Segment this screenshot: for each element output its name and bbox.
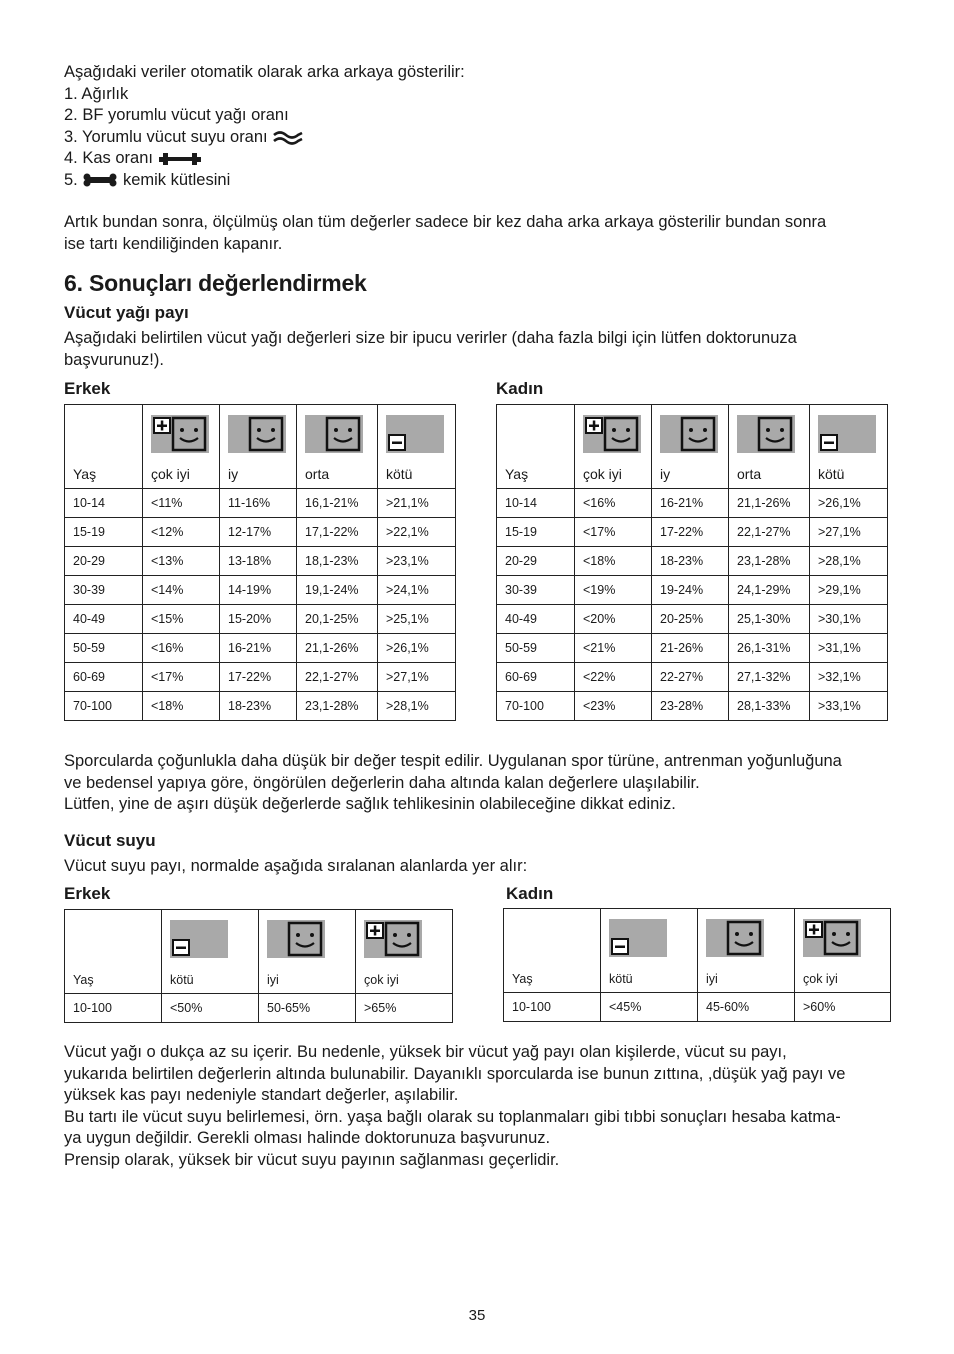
table-cell: 16,1-21% xyxy=(297,489,378,518)
table-cell: 20-25% xyxy=(652,605,729,634)
table-cell: 40-49 xyxy=(65,605,143,634)
table-row xyxy=(65,605,456,634)
table-cell: 10-14 xyxy=(65,489,143,518)
intro-line: Aşağıdaki veriler otomatik olarak arka arkaya gösterilir: xyxy=(64,63,465,81)
table-cell: 26,1-31% xyxy=(729,634,810,663)
table-row xyxy=(497,518,888,547)
very-good-face-icon xyxy=(151,415,209,453)
table-cell: 28,1-33% xyxy=(729,692,810,721)
table-row xyxy=(497,605,888,634)
water-text: Vücut suyu payı, normalde aşağıda sıralanan alanlarda yer alır: xyxy=(64,857,528,875)
fat-female-col-header xyxy=(810,405,888,489)
intro-after: Artık bundan sonra, ölçülmüş olan tüm değerler sadece bir kez daha arka arkaya gösterilir bundan sonra ise tartı kendiliğinden kapanır. xyxy=(64,213,827,253)
intro-item-fat: 2. BF yorumlu vücut yağı oranı xyxy=(64,106,289,124)
table-cell: 22,1-27% xyxy=(297,663,378,692)
table-cell: 23,1-28% xyxy=(297,692,378,721)
water-male-col-header xyxy=(356,910,453,994)
intro-item-weight: 1. Ağırlık xyxy=(64,84,129,103)
table-cell: 17-22% xyxy=(220,663,297,692)
table-cell: >60% xyxy=(795,993,891,1022)
table-cell: >28,1% xyxy=(378,692,456,721)
intro-item-bone: 5. kemik kütlesini xyxy=(64,170,231,189)
water-heading: Vücut suyu xyxy=(64,831,156,850)
table-cell: >33,1% xyxy=(810,692,888,721)
fat-text: Aşağıdaki belirtilen vücut yağı değerleri size bir ipucu verirler (daha fazla bilgi için lütfen doktorunuza başvurunuz!). xyxy=(64,329,797,369)
table-cell: <50% xyxy=(162,994,259,1023)
table-cell: 10-14 xyxy=(497,489,575,518)
table-cell: >32,1% xyxy=(810,663,888,692)
fat-female-col-header xyxy=(575,405,652,489)
fat-male-table xyxy=(64,404,456,721)
table-cell: 70-100 xyxy=(65,692,143,721)
column-label: iy xyxy=(228,466,239,482)
table-cell: 30-39 xyxy=(65,576,143,605)
column-label: iy xyxy=(660,466,671,482)
table-row xyxy=(65,634,456,663)
table-row xyxy=(497,547,888,576)
table-cell: >28,1% xyxy=(810,547,888,576)
table-cell: 10-100 xyxy=(65,994,162,1023)
table-cell: 13-18% xyxy=(220,547,297,576)
table-row xyxy=(65,547,456,576)
table-cell: <17% xyxy=(143,663,220,692)
fat-after: Sporcularda çoğunlukla daha düşük bir değer tespit edilir. Uygulanan spor türüne, antrenman yoğunluğuna ve bedensel yapıya göre, öngörülen değerlerin daha altında kalan değerlere ulaşılabilir. Lütfen, yine de aşırı düşük değerlerde sağlık tehlikesinin olabileceğine dikkat ediniz. xyxy=(64,752,842,813)
very-good-face-icon xyxy=(803,919,861,957)
fat-female-col-header xyxy=(652,405,729,489)
fat-male-col-header xyxy=(65,405,143,489)
table-cell: >29,1% xyxy=(810,576,888,605)
table-row xyxy=(65,692,456,721)
table-cell: 15-20% xyxy=(220,605,297,634)
table-cell: <19% xyxy=(575,576,652,605)
table-cell: 11-16% xyxy=(220,489,297,518)
table-cell: >26,1% xyxy=(810,489,888,518)
water-female-col-header xyxy=(795,909,891,993)
table-cell: >65% xyxy=(356,994,453,1023)
water-wave-icon xyxy=(272,129,304,145)
water-male-label: Erkek xyxy=(64,884,111,903)
column-label: kötü xyxy=(170,973,194,987)
fat-female-col-header xyxy=(729,405,810,489)
table-cell: 19,1-24% xyxy=(297,576,378,605)
water-female-label: Kadın xyxy=(506,884,554,903)
intro-item-muscle: 4. Kas oranı xyxy=(64,148,465,170)
water-male-col-header xyxy=(259,910,356,994)
water-male-col-header xyxy=(65,910,162,994)
table-row xyxy=(65,994,453,1023)
table-cell: <13% xyxy=(143,547,220,576)
table-row xyxy=(65,663,456,692)
column-label: kötü xyxy=(818,466,845,482)
column-label: kötü xyxy=(609,972,633,986)
table-cell: <18% xyxy=(143,692,220,721)
table-cell: 15-19 xyxy=(65,518,143,547)
column-label: orta xyxy=(305,466,330,482)
column-label: Yaş xyxy=(73,973,94,987)
table-row xyxy=(65,576,456,605)
table-cell: 20-29 xyxy=(497,547,575,576)
table-cell: >22,1% xyxy=(378,518,456,547)
water-after: Vücut yağı o dukça az su içerir. Bu nedenle, yüksek bir vücut yağ payı olan kişilerde, vücut su payı, yukarıda belirtilen değerlerin altında bulunabilir. Dayanıklı sporcularda ise bunun zıttına, ,düşük yağ payı ve yüksek kas payı nedeniyle standart değerler, aşılabilir. Bu tartı ile vücut suyu belirlemesi, örn. yaşa bağlı olarak su toplanmaları gibi tıbbi sonuçları hesaba katma- ya uygun değildir. Gerekli olması halinde doktorunuza başvurunuz. Prensip olarak, yüksek bir vücut suyu payının sağlanması geçerlidir. xyxy=(64,1043,846,1169)
section-title: 6. Sonuçları değerlendirmek xyxy=(64,270,367,296)
column-label: çok iyi xyxy=(583,466,622,482)
table-cell: 25,1-30% xyxy=(729,605,810,634)
table-cell: 20-29 xyxy=(65,547,143,576)
smiley-face-icon xyxy=(660,415,718,453)
fat-male-col-header xyxy=(297,405,378,489)
table-cell: >30,1% xyxy=(810,605,888,634)
fat-male-col-header xyxy=(378,405,456,489)
dumbbell-icon xyxy=(158,152,202,166)
bad-minus-icon xyxy=(818,415,876,453)
table-cell: 23,1-28% xyxy=(729,547,810,576)
bad-minus-icon xyxy=(170,920,228,958)
table-cell: <18% xyxy=(575,547,652,576)
table-cell: <21% xyxy=(575,634,652,663)
table-cell: >26,1% xyxy=(378,634,456,663)
table-cell: 60-69 xyxy=(65,663,143,692)
table-cell: 18-23% xyxy=(220,692,297,721)
water-male-col-header xyxy=(162,910,259,994)
table-cell: 21-26% xyxy=(652,634,729,663)
table-cell: 10-100 xyxy=(504,993,601,1022)
bad-minus-icon xyxy=(386,415,444,453)
table-cell: 45-60% xyxy=(698,993,795,1022)
intro-block xyxy=(64,62,465,191)
table-row xyxy=(497,692,888,721)
table-row xyxy=(497,663,888,692)
fat-male-col-header xyxy=(143,405,220,489)
table-cell: <45% xyxy=(601,993,698,1022)
table-cell: <16% xyxy=(143,634,220,663)
fat-male-col-header xyxy=(220,405,297,489)
water-female-col-header xyxy=(601,909,698,993)
table-cell: <22% xyxy=(575,663,652,692)
smiley-face-icon xyxy=(305,415,363,453)
table-cell: >23,1% xyxy=(378,547,456,576)
table-cell: 23-28% xyxy=(652,692,729,721)
water-female-table xyxy=(503,908,891,1022)
fat-heading: Vücut yağı payı xyxy=(64,303,189,322)
water-female-col-header xyxy=(698,909,795,993)
table-cell: 50-65% xyxy=(259,994,356,1023)
table-cell: <12% xyxy=(143,518,220,547)
fat-female-label: Kadın xyxy=(496,379,544,398)
column-label: Yaş xyxy=(73,466,97,482)
table-cell: 27,1-32% xyxy=(729,663,810,692)
table-cell: 24,1-29% xyxy=(729,576,810,605)
column-label: çok iyi xyxy=(364,973,399,987)
table-cell: >25,1% xyxy=(378,605,456,634)
table-cell: <17% xyxy=(575,518,652,547)
table-cell: 20,1-25% xyxy=(297,605,378,634)
table-cell: 12-17% xyxy=(220,518,297,547)
column-label: kötü xyxy=(386,466,413,482)
table-cell: 22,1-27% xyxy=(729,518,810,547)
table-cell: <15% xyxy=(143,605,220,634)
column-label: iyi xyxy=(267,973,279,987)
very-good-face-icon xyxy=(364,920,422,958)
table-cell: >27,1% xyxy=(810,518,888,547)
table-cell: 60-69 xyxy=(497,663,575,692)
table-row xyxy=(497,576,888,605)
table-cell: 22-27% xyxy=(652,663,729,692)
table-cell: 17-22% xyxy=(652,518,729,547)
fat-female-col-header xyxy=(497,405,575,489)
table-cell: 50-59 xyxy=(65,634,143,663)
column-label: Yaş xyxy=(512,972,533,986)
bad-minus-icon xyxy=(609,919,667,957)
smiley-face-icon xyxy=(267,920,325,958)
table-cell: <14% xyxy=(143,576,220,605)
smiley-face-icon xyxy=(737,415,795,453)
table-row xyxy=(504,993,891,1022)
table-cell: <16% xyxy=(575,489,652,518)
water-male-table xyxy=(64,909,453,1023)
table-cell: 70-100 xyxy=(497,692,575,721)
smiley-face-icon xyxy=(706,919,764,957)
table-cell: <11% xyxy=(143,489,220,518)
table-cell: 30-39 xyxy=(497,576,575,605)
table-cell: 14-19% xyxy=(220,576,297,605)
table-cell: 21,1-26% xyxy=(297,634,378,663)
table-cell: 21,1-26% xyxy=(729,489,810,518)
fat-female-table xyxy=(496,404,888,721)
table-cell: 40-49 xyxy=(497,605,575,634)
table-cell: 50-59 xyxy=(497,634,575,663)
column-label: Yaş xyxy=(505,466,529,482)
table-row xyxy=(65,518,456,547)
table-cell: 17,1-22% xyxy=(297,518,378,547)
table-cell: 16-21% xyxy=(220,634,297,663)
table-cell: 16-21% xyxy=(652,489,729,518)
table-cell: 19-24% xyxy=(652,576,729,605)
table-cell: <20% xyxy=(575,605,652,634)
water-female-col-header xyxy=(504,909,601,993)
column-label: orta xyxy=(737,466,762,482)
bone-icon xyxy=(82,173,118,187)
table-row xyxy=(65,489,456,518)
column-label: iyi xyxy=(706,972,718,986)
very-good-face-icon xyxy=(583,415,641,453)
table-cell: >24,1% xyxy=(378,576,456,605)
column-label: çok iyi xyxy=(151,466,190,482)
table-cell: 15-19 xyxy=(497,518,575,547)
table-cell: >21,1% xyxy=(378,489,456,518)
table-cell: 18,1-23% xyxy=(297,547,378,576)
page-number: 35 xyxy=(468,1307,486,1324)
table-cell: >27,1% xyxy=(378,663,456,692)
table-row xyxy=(497,489,888,518)
smiley-face-icon xyxy=(228,415,286,453)
table-cell: 18-23% xyxy=(652,547,729,576)
table-cell: <23% xyxy=(575,692,652,721)
fat-male-label: Erkek xyxy=(64,379,111,398)
table-cell: >31,1% xyxy=(810,634,888,663)
table-row xyxy=(497,634,888,663)
column-label: çok iyi xyxy=(803,972,838,986)
intro-item-water: 3. Yorumlu vücut suyu oranı xyxy=(64,127,465,149)
